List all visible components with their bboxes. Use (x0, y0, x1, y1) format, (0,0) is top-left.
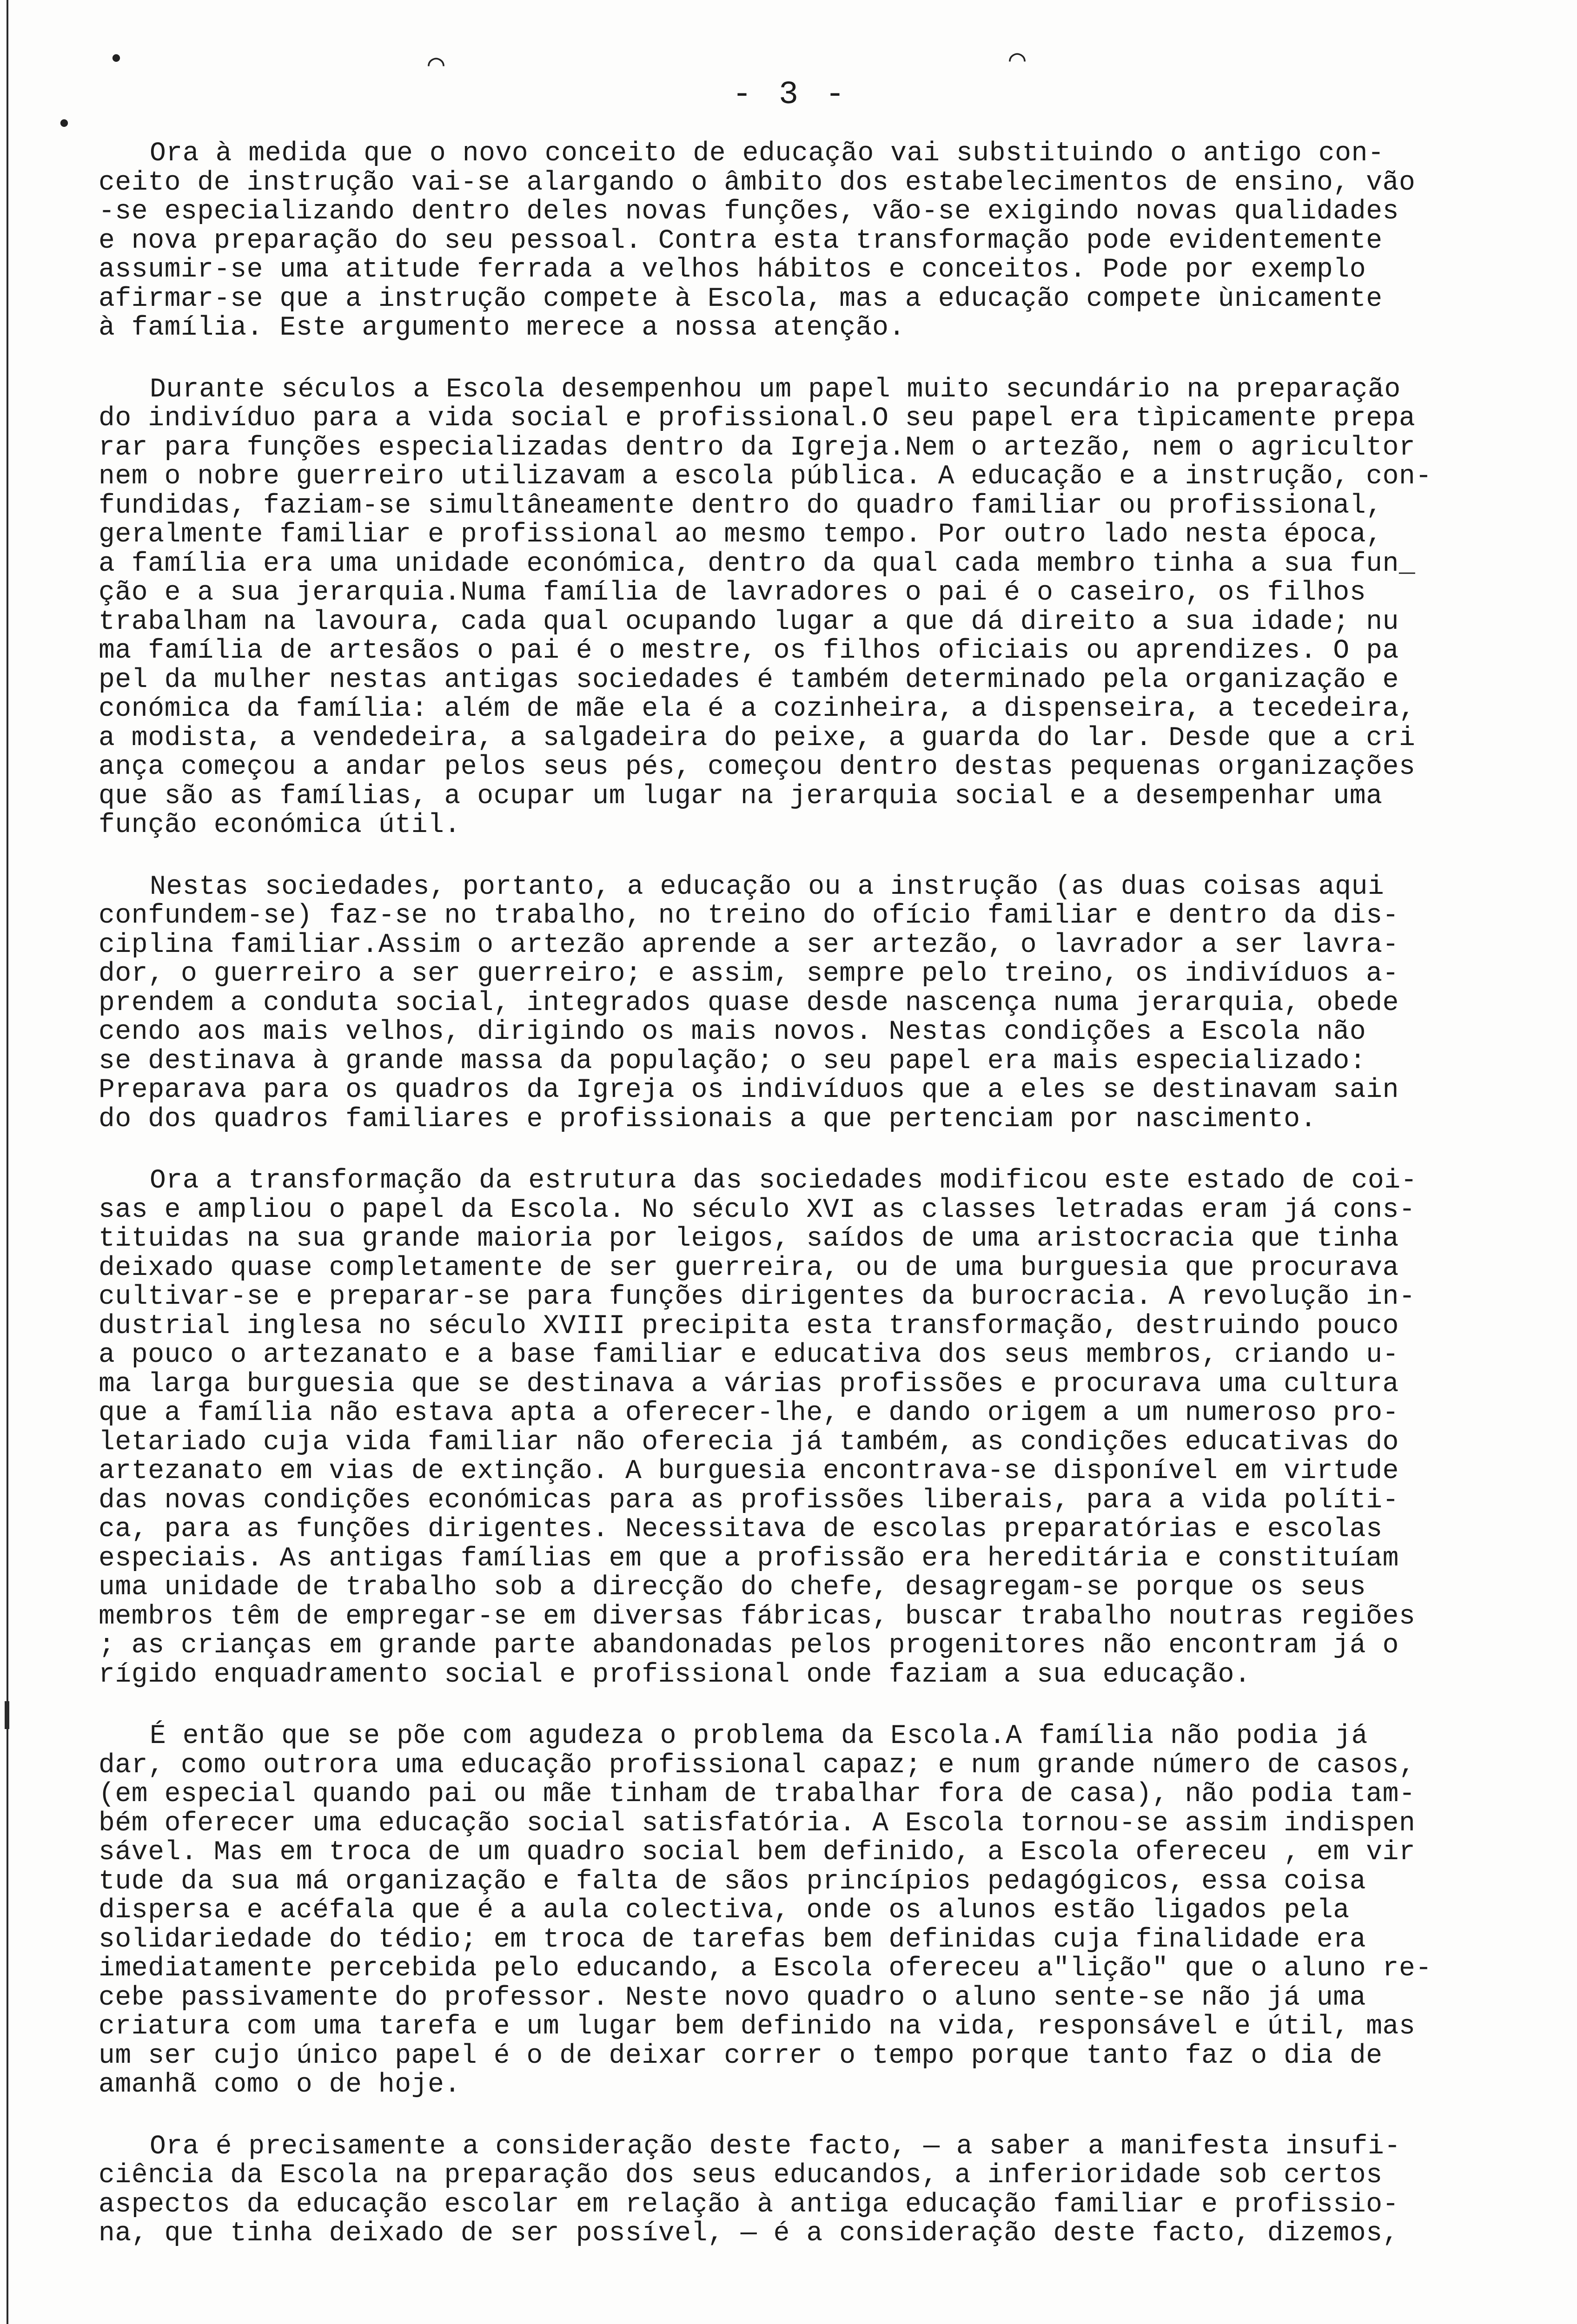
text-line: ca, para as funções dirigentes. Necessitava de escolas preparatórias e escolas (99, 1514, 1383, 1545)
text-line: um ser cujo único papel é o de deixar correr o tempo porque tanto faz o dia de (99, 2040, 1383, 2071)
text-line: cultivar-se e preparar-se para funções dirigentes da burocracia. A revolução in- (99, 1282, 1416, 1312)
text-line: uma unidade de trabalho sob a direcção do chefe, desagregam-se porque os seus (99, 1572, 1366, 1603)
text-line: pel da mulher nestas antigas sociedades é também determinado pela organização e (99, 665, 1399, 695)
text-line: amanhã como o de hoje. (99, 2070, 461, 2100)
text-line: prendem a conduta social, integrados quase desde nascença numa jerarquia, obede (99, 988, 1399, 1018)
text-line: ceito de instrução vai-se alargando o âmbito dos estabelecimentos de ensino, vão (99, 167, 1416, 198)
text-line: É então que se põe com agudeza o problema da Escola.A família não podia já (150, 1721, 1368, 1751)
caret-mark-right: ⌒ (1009, 45, 1026, 76)
text-line: criatura com uma tarefa e um lugar bem definido na vida, responsável e útil, mas (99, 2012, 1416, 2042)
text-line: sas e ampliou o papel da Escola. No século XVI as classes letradas eram já cons- (99, 1195, 1416, 1225)
paragraph-2 (99, 376, 1549, 840)
text-line: Durante séculos a Escola desempenhou um papel muito secundário na preparação (150, 374, 1401, 405)
paragraph-1 (99, 139, 1549, 343)
text-line: que são as famílias, a ocupar um lugar na jerarquia social e a desempenhar uma (99, 781, 1383, 812)
text-line: das novas condições económicas para as profissões liberais, para a vida políti- (99, 1485, 1399, 1516)
text-line: tude da sua má organização e falta de sãos princípios pedagógicos, essa coisa (99, 1866, 1366, 1897)
paragraph-3 (99, 873, 1549, 1135)
text-line: Nestas sociedades, portanto, a educação ou a instrução (as duas coisas aqui (150, 872, 1385, 902)
text-line: ; as crianças em grande parte abandonadas pelos progenitores não encontram já o (99, 1631, 1399, 1661)
paragraph-4 (99, 1167, 1549, 1690)
text-line: bém oferecer uma educação social satisfatória. A Escola tornou-se assim indispen (99, 1808, 1416, 1839)
text-line: função económica útil. (99, 810, 461, 840)
text-line: dor, o guerreiro a ser guerreiro; e assim, sempre pelo treino, os indivíduos a- (99, 959, 1399, 989)
text-line: Preparava para os quadros da Igreja os indivíduos que a eles se destinavam sain (99, 1075, 1399, 1105)
text-line: ciência da Escola na preparação dos seus educandos, a inferioridade sob certos (99, 2160, 1383, 2191)
text-line: na, que tinha deixado de ser possível, — é a consideração deste facto, dizemos, (99, 2218, 1399, 2249)
text-line: do dos quadros familiares e profissionais a que pertenciam por nascimento. (99, 1104, 1317, 1135)
text-line: se destinava à grande massa da população; o seu papel era mais especializado: (99, 1046, 1366, 1076)
paragraph-5 (99, 1722, 1549, 2100)
left-margin-tick (5, 1701, 9, 1729)
text-line: ança começou a andar pelos seus pés, começou dentro destas pequenas organizações (99, 752, 1416, 782)
left-margin-rule (7, 0, 8, 2324)
text-line: solidariedade do tédio; em troca de tarefas bem definidas cuja finalidade era (99, 1924, 1366, 1955)
left-dot-mark: • (56, 110, 73, 141)
text-line: -se especializando dentro deles novas funções, vão-se exigindo novas qualidades (99, 197, 1399, 227)
paragraph-6 (99, 2133, 1549, 2249)
text-line: dustrial inglesa no século XVIII precipita esta transformação, destruindo pouco (99, 1311, 1399, 1341)
text-line: letariado cuja vida familiar não oferecia já também, as condições educativas do (99, 1427, 1399, 1458)
text-line: rar para funções especializadas dentro da Igreja.Nem o artezão, nem o agricultor (99, 432, 1416, 463)
text-line: deixado quase completamente de ser guerreira, ou de uma burguesia que procurava (99, 1253, 1399, 1283)
text-line: do indivíduo para a vida social e profissional.O seu papel era tìpicamente prepa (99, 403, 1416, 434)
top-left-dot-mark: • (108, 45, 125, 76)
text-line: Ora é precisamente a consideração deste facto, — a saber a manifesta insufi- (150, 2131, 1401, 2162)
text-line: membros têm de empregar-se em diversas fábricas, buscar trabalho noutras regiões (99, 1601, 1416, 1632)
text-line: a modista, a vendedeira, a salgadeira do peixe, a guarda do lar. Desde que a cri (99, 723, 1416, 753)
text-line: Ora à medida que o novo conceito de educação vai substituindo o antigo con- (150, 139, 1385, 169)
text-line: (em especial quando pai ou mãe tinham de trabalhar fora de casa), não podia tam- (99, 1779, 1416, 1809)
body-text (99, 139, 1549, 2281)
text-line: conómica da família: além de mãe ela é a cozinheira, a dispenseira, a tecedeira, (99, 694, 1416, 724)
caret-mark-left: ⌒ (428, 49, 445, 81)
text-line: a pouco o artezanato e a base familiar e educativa dos seus membros, criando u- (99, 1340, 1399, 1370)
text-line: fundidas, faziam-se simultâneamente dentro do quadro familiar ou profissional, (99, 490, 1383, 521)
text-line: sável. Mas em troca de um quadro social bem definido, a Escola ofereceu , em vir (99, 1837, 1416, 1868)
text-line: nem o nobre guerreiro utilizavam a escola pública. A educação e a instrução, con- (99, 462, 1432, 492)
text-line: ma família de artesãos o pai é o mestre, os filhos oficiais ou aprendizes. O pa (99, 636, 1399, 666)
text-line: rígido enquadramento social e profissional onde faziam a sua educação. (99, 1659, 1251, 1690)
text-line: tituidas na sua grande maioria por leigos, saídos de uma aristocracia que tinha (99, 1224, 1399, 1254)
text-line: dar, como outrora uma educação profissional capaz; e num grande número de casos, (99, 1750, 1416, 1781)
text-line: ma larga burguesia que se destinava a várias profissões e procurava uma cultura (99, 1369, 1399, 1400)
text-line: ciplina familiar.Assim o artezão aprende a ser artezão, o lavrador a ser lavra- (99, 930, 1399, 960)
text-line: e nova preparação do seu pessoal. Contra esta transformação pode evidentemente (99, 225, 1383, 256)
text-line: especiais. As antigas famílias em que a profissão era hereditária e constituíam (99, 1543, 1399, 1574)
text-line: trabalham na lavoura, cada qual ocupando lugar a que dá direito a sua idade; nu (99, 607, 1399, 637)
text-line: aspectos da educação escolar em relação à antiga educação familiar e profissio- (99, 2189, 1399, 2220)
text-line: à família. Este argumento merece a nossa atenção. (99, 313, 905, 343)
text-line: dispersa e acéfala que é a aula colectiva, onde os alunos estão ligados pela (99, 1895, 1350, 1926)
text-line: geralmente familiar e profissional ao mesmo tempo. Por outro lado nesta época, (99, 520, 1383, 550)
text-line: artezanato em vias de extinção. A burguesia encontrava-se disponível em virtude (99, 1456, 1399, 1486)
text-line: afirmar-se que a instrução compete à Escola, mas a educação compete ùnicamente (99, 284, 1383, 314)
text-line: a família era uma unidade económica, dentro da qual cada membro tinha a sua fun_ (99, 548, 1416, 579)
text-line: assumir-se uma atitude ferrada a velhos hábitos e conceitos. Pode por exemplo (99, 255, 1366, 285)
text-line: ção e a sua jerarquia.Numa família de lavradores o pai é o caseiro, os filhos (99, 578, 1366, 608)
text-line: cendo aos mais velhos, dirigindo os mais novos. Nestas condições a Escola não (99, 1017, 1366, 1047)
text-line: imediatamente percebida pelo educando, a Escola ofereceu a"lição" que o aluno re- (99, 1954, 1432, 1984)
text-line: que a família não estava apta a oferecer-lhe, e dando origem a um numeroso pro- (99, 1398, 1399, 1428)
text-line: Ora a transformação da estrutura das sociedades modificou este estado de coi- (150, 1166, 1418, 1196)
text-line: confundem-se) faz-se no trabalho, no treino do ofício familiar e dentro da dis- (99, 901, 1399, 931)
text-line: cebe passivamente do professor. Neste novo quadro o aluno sente-se não já uma (99, 1982, 1366, 2013)
page-number: - 3 - (732, 77, 849, 113)
